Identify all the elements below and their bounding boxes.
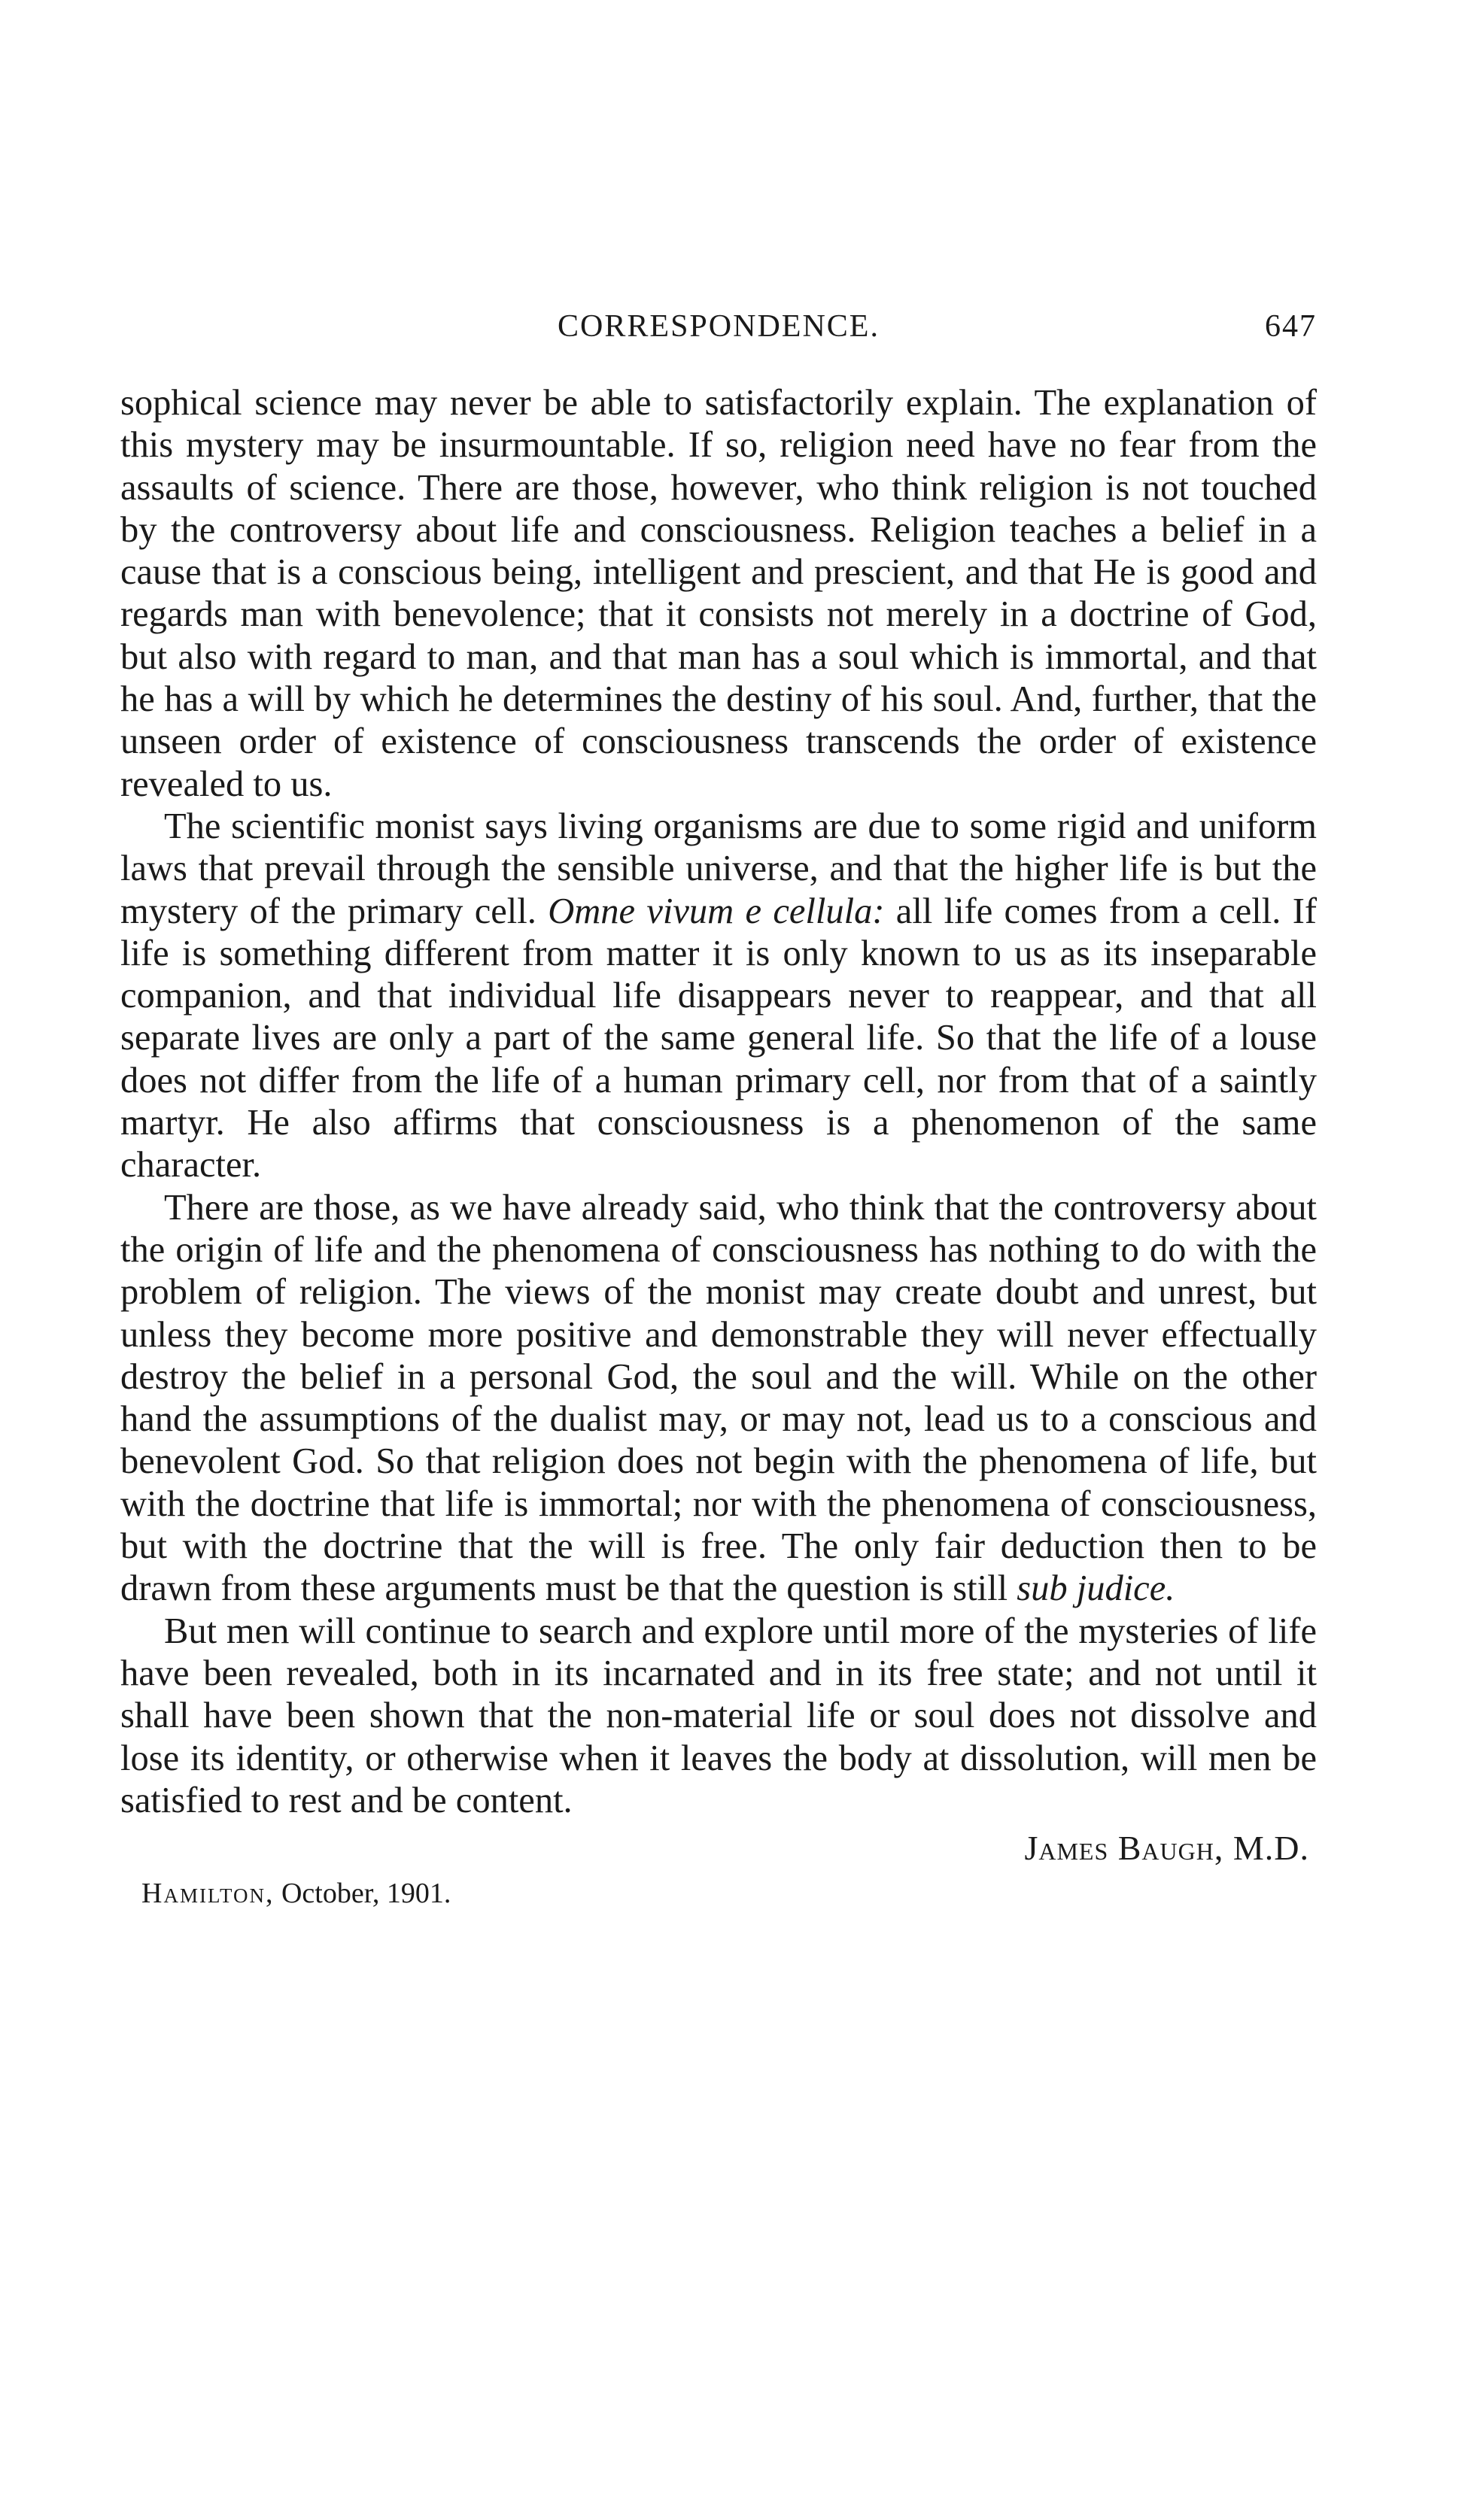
latin-term: sub judice. bbox=[1017, 1568, 1175, 1609]
dateline bbox=[141, 1877, 1317, 1910]
paragraph-4: But men will continue to search and explore until more of the mysteries of life have been revealed, both in its incarnated and in its free state; and not until it shall have been shown that the non-material life or soul does not dissolve and lose its identity, or otherwise when it leaves the body at dissolution, will men be satisfied to rest and be content. bbox=[120, 1611, 1317, 1820]
paragraph-2-text-start: The scientific monist says living organisms are due to some rigid and uniform laws that prevail through the sensible universe, and that the higher life is but the mystery of the primary cell. bbox=[120, 806, 1317, 931]
dateline-date: October, 1901. bbox=[281, 1878, 451, 1910]
paragraph-1: sophical science may never be able to satisfactorily explain. The explanation of this mystery may be insurmountable. If so, religion need have no fear from the assaults of science. There are those, however, who think religion is not touched by the controversy about life and consciousness. Religion teaches a belief in a cause that is a conscious being, intelligent and prescient, and that He is good and regards man with benevolence; that it consists not merely in a doctrine of God, but also with regard to man, and that man has a soul which is immortal, and that he has a will by which he determines the destiny of his soul. And, further, that the unseen order of existence of consciousness transcends the order of existence revealed to us. bbox=[120, 383, 1317, 804]
paragraph-3 bbox=[120, 1187, 1317, 1611]
document-page bbox=[120, 301, 1317, 1910]
dateline-place: Hamilton, bbox=[141, 1878, 275, 1910]
paragraph-2 bbox=[120, 806, 1317, 1187]
page-number: 647 bbox=[1265, 309, 1317, 344]
running-head bbox=[120, 301, 1317, 354]
section-title: CORRESPONDENCE. bbox=[558, 309, 880, 344]
latin-phrase: Omne vivum e cellula: bbox=[548, 891, 885, 931]
author-signature: James Baugh, M.D. bbox=[1024, 1829, 1309, 1868]
paragraph-2-text-end: all life comes from a cell. If life is something different from matter it is only known to us as its inseparable companion, and that individual life disappears never to reappear, and that all separate lives are only a part of the same general life. So that the life of a louse does not differ from the life of a human primary cell, nor from that of a saintly martyr. He also affirms that consciousness is a phenomenon of the same character. bbox=[120, 891, 1317, 1186]
paragraph-3-text: There are those, as we have already said, who think that the controversy about the origin of life and the phenomena of consciousness has nothing to do with the problem of religion. The views of the monist may create doubt and unrest, but unless they become more positive and demonstrable they will never effectually destroy the belief in a personal God, the soul and the will. While on the other hand the assumptions of the dualist may, or may not, lead us to a conscious and benevolent God. So that religion does not begin with the phenomena of life, but with the doctrine that life is immortal; nor with the phenomena of consciousness, but with the doctrine that the will is free. The only fair deduction then to be drawn from these arguments must be that the question is still bbox=[120, 1187, 1317, 1609]
article-body bbox=[120, 382, 1317, 1822]
